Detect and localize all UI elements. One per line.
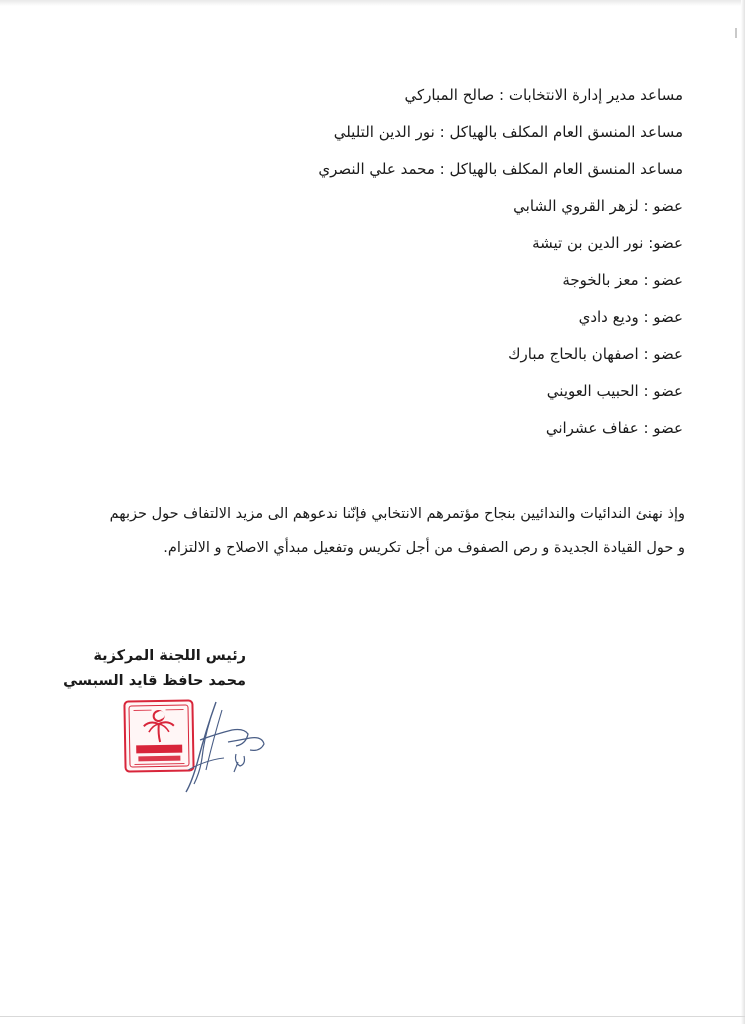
signature-block <box>63 644 246 694</box>
page-right-edge <box>741 0 745 1024</box>
members-list <box>83 83 683 453</box>
closing-paragraph-line-2: و حول القيادة الجديدة و رص الصفوف من أجل تكريس وتفعيل مبدأي الاصلاح و الالتزام. <box>163 540 685 556</box>
page-bottom-line <box>0 1016 745 1017</box>
list-item: عضو : لزهر القروي الشابي <box>513 197 683 215</box>
list-item: عضو: نور الدين بن تيشة <box>532 234 683 252</box>
list-item: عضو : معز بالخوجة <box>562 271 683 289</box>
closing-paragraph <box>55 497 685 565</box>
closing-paragraph-line-1: وإذ نهنئ الندائيات والندائيين بنجاح مؤتمرهم الانتخابي فإنّنا ندعوهم الى مزيد الالتفاف حول حزبهم <box>109 506 685 522</box>
list-item: مساعد المنسق العام المكلف بالهياكل : محمد علي النصري <box>318 160 683 178</box>
list-item: عضو : عفاف عشراني <box>545 419 683 437</box>
signatory-name: محمد حافظ قايد السبسي <box>63 673 246 689</box>
handwritten-signature <box>176 700 271 795</box>
scan-mark <box>735 28 737 38</box>
page-top-edge <box>0 0 745 6</box>
list-item: عضو : الحبيب العويني <box>546 382 683 400</box>
list-item: مساعد المنسق العام المكلف بالهياكل : نور الدين التليلي <box>333 123 683 141</box>
list-item: مساعد مدير إدارة الانتخابات : صالح المباركي <box>404 86 683 104</box>
list-item: عضو : اصفهان بالحاج مبارك <box>508 345 683 363</box>
list-item: عضو : وديع دادي <box>578 308 683 326</box>
signatory-title: رئيس اللجنة المركزية <box>93 648 246 664</box>
